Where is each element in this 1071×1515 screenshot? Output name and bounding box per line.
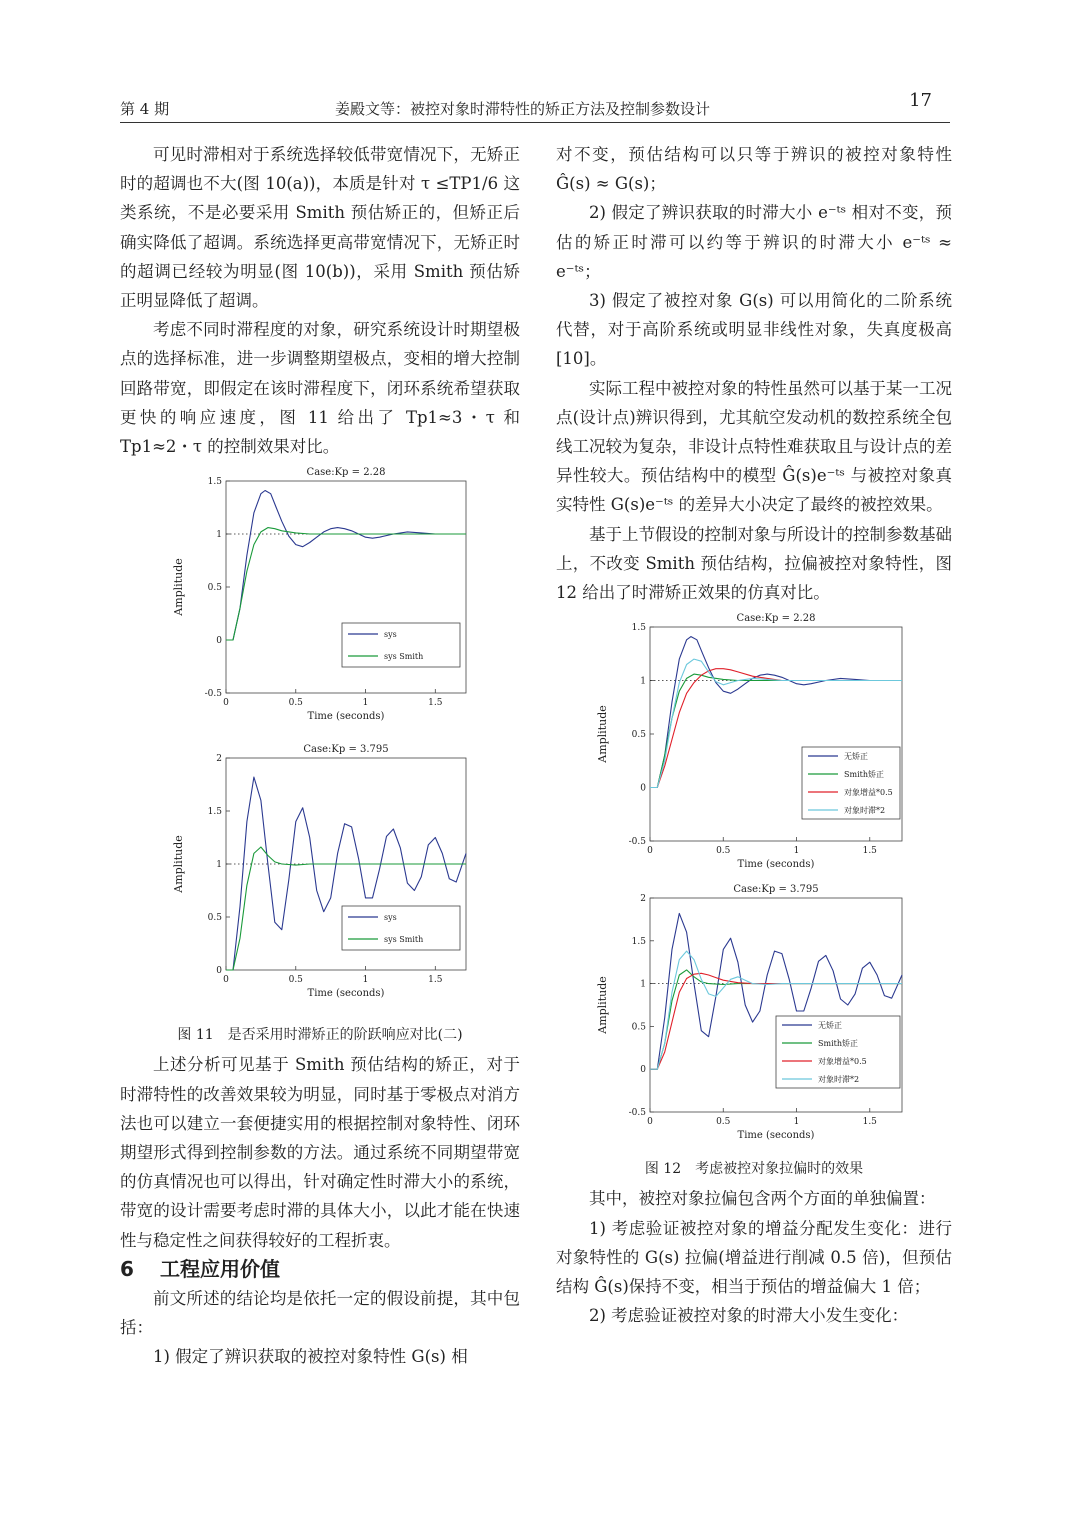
section-title: 工程应用价值 [160, 1256, 280, 1281]
x-tick-label: 1.5 [428, 698, 443, 709]
paragraph: 2) 考虑验证被控对象的时滞大小发生变化： [589, 1306, 909, 1326]
y-tick-label: 1 [216, 860, 222, 871]
page-number: 17 [909, 90, 932, 111]
x-tick-label: 0.5 [716, 846, 731, 857]
figure-caption: 图 12 考虑被控对象拉偏时的效果 [644, 1161, 864, 1178]
x-axis-label: Time (seconds) [307, 711, 385, 723]
x-tick-label: 0.5 [288, 698, 303, 709]
y-tick-label: -0.5 [628, 1108, 646, 1119]
chart-kp-2-28 [120, 461, 520, 731]
paragraph: 2) 假定了辨识获取的时滞大小 e⁻ᵗˢ 相对不变，预估的矫正时滞可以约等于辨识的时滞大小 e⁻ᵗˢ ≈ e⁻ᵗˢ； [556, 203, 952, 281]
figure-12 [556, 607, 952, 1155]
x-axis-label: Time (seconds) [737, 859, 815, 870]
x-tick-label: 1.5 [428, 975, 443, 986]
y-tick-label: 1 [640, 980, 646, 991]
chart-kp-3-795 [120, 740, 520, 1020]
legend-label: 对象时滞*2 [844, 806, 886, 816]
y-tick-label: 1.5 [631, 623, 646, 634]
x-tick-label: 0 [647, 846, 653, 857]
x-axis-label: Time (seconds) [737, 1130, 815, 1142]
y-tick-label: 2 [640, 894, 646, 905]
y-tick-label: -0.5 [628, 837, 646, 848]
y-tick-label: 0 [216, 636, 222, 647]
legend-label: sys [384, 630, 397, 640]
legend-label: 对象增益*0.5 [844, 788, 893, 798]
right-column [556, 140, 952, 1330]
running-title: 姜殿文等：被控对象时滞特性的矫正方法及控制参数设计 [335, 100, 711, 118]
y-tick-label: 1.5 [631, 937, 646, 948]
figure-caption: 图 11 是否采用时滞矫正的阶跃响应对比(二) [177, 1027, 463, 1044]
x-tick-label: 0 [223, 698, 229, 709]
paragraph: 基于上节假设的控制对象与所设计的控制参数基础上，不改变 Smith 预估结构，拉偏被控对象特性，图 12 给出了时滞矫正效果的仿真对比。 [556, 524, 952, 603]
paragraph: 其中，被控对象拉偏包含两个方面的单独偏置： [589, 1189, 936, 1209]
series-line [226, 491, 466, 641]
paragraph: 3) 假定了被控对象 G(s) 可以用简化的二阶系统代替，对于高阶系统或明显非线性对象，失真度极高[10]。 [556, 291, 952, 369]
x-axis-label: Time (seconds) [307, 988, 385, 1000]
y-tick-label: 0.5 [631, 730, 646, 741]
paragraph: 上述分析可见基于 Smith 预估结构的矫正，对于时滞特性的改善效果较为明显，同时基于零极点对消方法也可以建立一套便捷实用的根据控制对象特性、闭环期望形式得到控制参数的方法。通过系统不同期望带宽的仿真情况也可以得出，针对确定性时滞大小的系统，带宽的设计需要考虑时滞的具体大小，以此才能在快速性与稳定性之间获得较好的工程折衷。 [120, 1055, 520, 1250]
y-tick-label: 0.5 [207, 583, 222, 594]
y-tick-label: 0 [216, 966, 222, 977]
paragraph: 对不变，预估结构可以只等于辨识的被控对象特性 Ĝ(s) ≈ G(s)； [556, 145, 952, 194]
x-tick-label: 1.5 [862, 1117, 877, 1128]
y-axis-label: Amplitude [172, 835, 185, 894]
y-tick-label: 0 [640, 783, 646, 794]
x-tick-label: 0.5 [288, 975, 303, 986]
x-tick-label: 1 [793, 846, 800, 857]
chart-kp-3-795-offset [556, 878, 952, 1156]
y-tick-label: -0.5 [204, 689, 222, 700]
y-tick-label: 0.5 [631, 1022, 646, 1033]
chart-title: Case:Kp = 2.28 [306, 467, 386, 479]
legend-label: 对象增益*0.5 [818, 1057, 867, 1067]
legend-label: 无矫正 [818, 1021, 842, 1031]
chart-title: Case:Kp = 3.795 [303, 744, 389, 756]
y-axis-label: Amplitude [596, 976, 609, 1035]
y-axis-label: Amplitude [596, 705, 609, 764]
y-tick-label: 1 [640, 676, 646, 687]
paragraph: 可见时滞相对于系统选择较低带宽情况下，无矫正时的超调也不大(图 10(a))，本质是针对 τ ≤TP1/6 这类系统，不是必要采用 Smith 预估矫正的，但矫正后确实降低了超调。系统选择更高带宽情况下，无矫正时的超调已经较为明显(图 10(b))，采用 Smith 预估矫正明显降低了超调。 [120, 145, 520, 311]
left-column [120, 140, 520, 1372]
y-tick-label: 1.5 [207, 807, 222, 818]
paragraph: 实际工程中被控对象的特性虽然可以基于某一工况点(设计点)辨识得到，尤其航空发动机的数控系统全包线工况较为复杂，非设计点特性难获取且与设计点的差异性较大。预估结构中的模型 Ĝ(s)e⁻ᵗˢ 与被控对象真实特性 G(s)e⁻ᵗˢ 的差异大小决定了最终的被控效果。 [556, 378, 952, 515]
x-tick-label: 1.5 [862, 846, 877, 857]
chart-kp-2-28-offset [556, 607, 952, 869]
legend-label: sys Smith [384, 652, 424, 662]
issue-label: 第 4 期 [120, 100, 170, 118]
x-tick-label: 0.5 [716, 1117, 731, 1128]
legend-label: Smith矫正 [844, 770, 884, 780]
figure-11 [120, 461, 520, 1021]
paragraph: 前文所述的结论均是依托一定的假设前提，其中包括： [120, 1289, 520, 1338]
page-header [120, 90, 950, 123]
x-tick-label: 0 [223, 975, 229, 986]
paragraph: 考虑不同时滞程度的对象，研究系统设计时期望极点的选择标准，进一步调整期望极点，变相的增大控制回路带宽，即假定在该时滞程度下，闭环系统希望获取更快的响应速度，图 11 给出了 Tp1≈3・τ 和 Tp1≈2・τ 的控制效果对比。 [120, 320, 520, 457]
x-tick-label: 1 [362, 698, 369, 709]
paragraph: 1) 假定了辨识获取的被控对象特性 G(s) 相 [153, 1347, 468, 1367]
legend-label: Smith矫正 [818, 1039, 858, 1049]
y-axis-label: Amplitude [172, 558, 185, 616]
chart-title: Case:Kp = 2.28 [736, 613, 816, 625]
legend-label: 对象时滞*2 [818, 1075, 860, 1085]
y-tick-label: 1.5 [207, 477, 222, 488]
y-tick-label: 0.5 [207, 913, 222, 924]
x-tick-label: 1 [793, 1117, 800, 1128]
legend-label: sys [384, 913, 397, 923]
paragraph: 1) 考虑验证被控对象的增益分配发生变化：进行对象特性的 G(s) 拉偏(增益进行削减 0.5 倍)，但预估结构 Ĝ(s)保持不变，相当于预估的增益偏大 1 倍； [556, 1218, 952, 1297]
y-tick-label: 1 [216, 530, 222, 541]
x-tick-label: 1 [362, 975, 369, 986]
legend-label: 无矫正 [844, 752, 868, 762]
chart-title: Case:Kp = 3.795 [733, 884, 819, 896]
y-tick-label: 0 [640, 1065, 646, 1076]
x-tick-label: 0 [647, 1117, 653, 1128]
section-heading [120, 1255, 520, 1284]
y-tick-label: 2 [216, 754, 222, 765]
section-number: 6 [120, 1256, 134, 1281]
legend-label: sys Smith [384, 935, 424, 945]
